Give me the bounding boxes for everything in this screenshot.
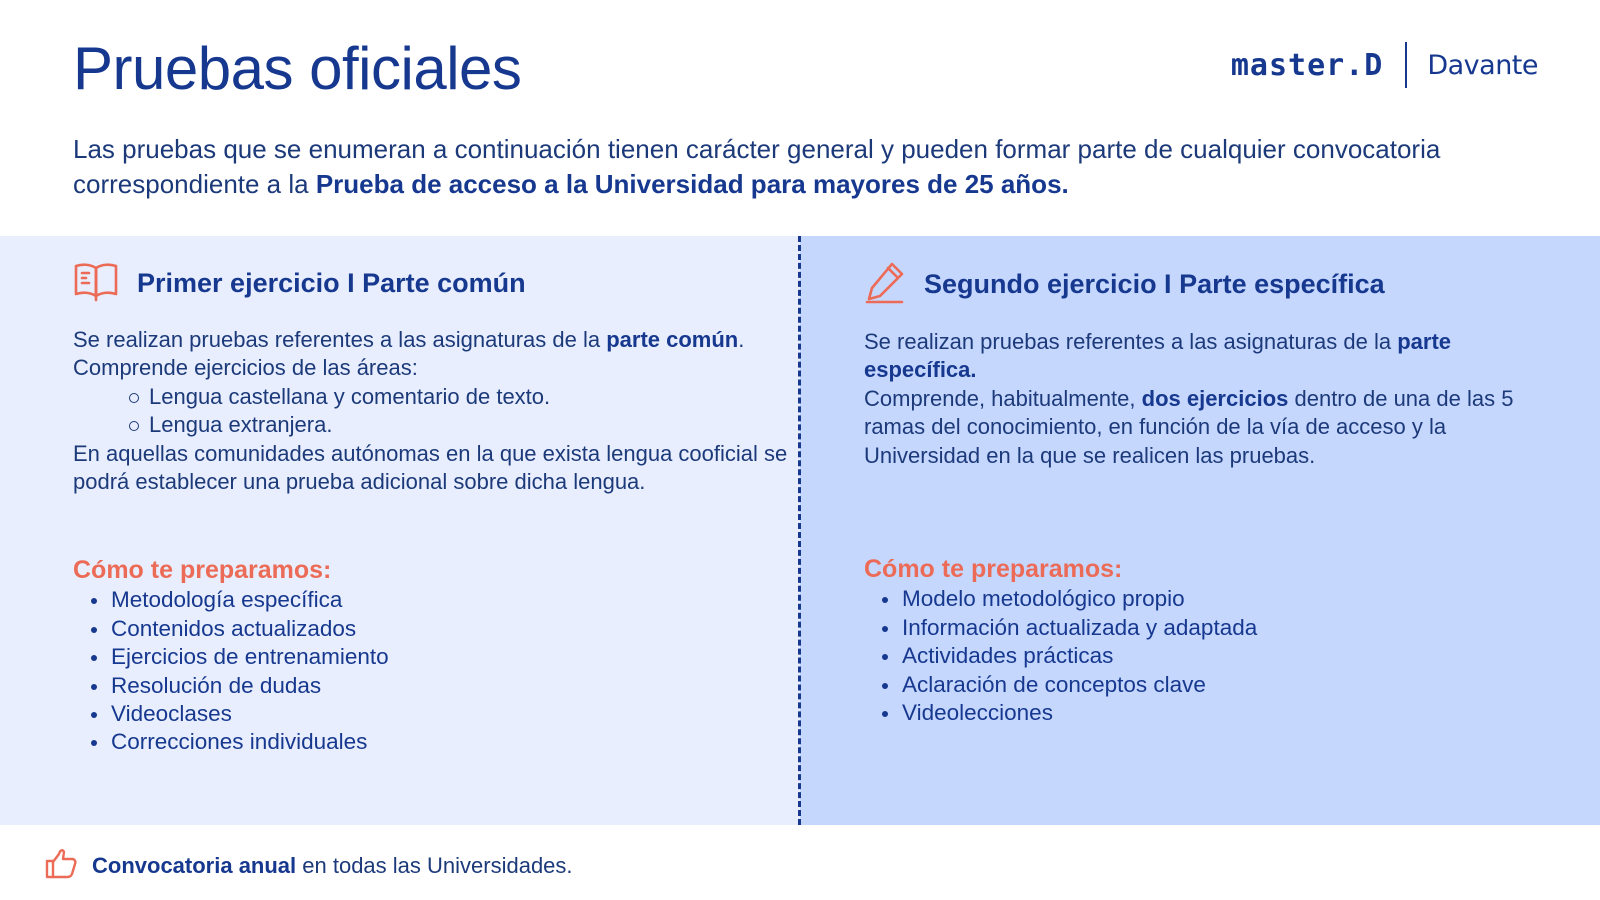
right-p2-bold: dos ejercicios <box>1141 385 1289 411</box>
list-item: Correcciones individuales <box>91 728 389 756</box>
left-heading-text: Primer ejercicio I Parte común <box>137 268 526 298</box>
footer-bold: Convocatoria anual <box>92 853 297 878</box>
list-item: Información actualizada y adaptada <box>882 614 1257 642</box>
left-prep-section <box>73 556 389 757</box>
thumbs-up-icon <box>44 846 78 886</box>
right-prep-section <box>864 555 1257 727</box>
areas-list <box>129 383 788 440</box>
left-p1-text: Se realizan pruebas referentes a las asignaturas de la <box>73 327 607 352</box>
list-item: Modelo metodológico propio <box>882 585 1257 613</box>
left-p1-end: . <box>738 327 745 352</box>
book-icon <box>73 260 119 307</box>
left-p2: Comprende ejercicios de las áreas: <box>73 355 418 381</box>
footer-text <box>92 853 573 879</box>
right-prep-title: Cómo te preparamos: <box>864 555 1123 583</box>
brand-logos <box>1231 42 1538 88</box>
right-p2-end: dentro de una de las 5 ramas del conocimiento, en función de la vía de acceso y la Universidad en la que se realicen las pruebas. <box>864 385 1514 468</box>
davante-logo: Davante <box>1427 49 1538 81</box>
logo-separator <box>1405 42 1407 88</box>
left-body <box>73 326 788 496</box>
left-p1 <box>73 326 788 354</box>
list-item: Contenidos actualizados <box>91 615 389 643</box>
dashed-divider <box>798 236 801 825</box>
right-heading-text: Segundo ejercicio I Parte específica <box>924 269 1385 299</box>
right-p1-text: Se realizan pruebas referentes a las asignaturas de la <box>864 329 1398 354</box>
intro-bold: Prueba de acceso a la Universidad para mayores de 25 años. <box>315 169 1069 199</box>
right-section-heading <box>864 260 1385 309</box>
right-prep-list <box>882 585 1257 727</box>
intro-text: Las pruebas que se enumeran a continuación tienen carácter general y pueden formar parte de cualquier convocatoria correspondiente a la <box>73 134 1441 199</box>
list-item: Videoclases <box>91 700 389 728</box>
footer-rest: en todas las Universidades. <box>296 853 573 878</box>
list-item: Lengua extranjera. <box>129 411 788 439</box>
pencil-icon <box>864 260 906 309</box>
left-p3: En aquellas comunidades autónomas en la que exista lengua cooficial se podrá establecer una prueba adicional sobre dicha lengua. <box>73 440 788 495</box>
right-p2-text: Comprende, habitualmente, <box>864 385 1142 411</box>
left-prep-title: Cómo te preparamos: <box>73 556 332 584</box>
list-item: Ejercicios de entrenamiento <box>91 643 389 671</box>
list-item: Resolución de dudas <box>91 672 389 700</box>
list-item: Actividades prácticas <box>882 642 1257 670</box>
footer-note <box>44 846 573 886</box>
list-item: Metodología específica <box>91 586 389 614</box>
right-p2 <box>864 385 1554 470</box>
left-p1-bold: parte común <box>606 327 739 352</box>
list-item: Lengua castellana y comentario de texto. <box>129 383 788 411</box>
page-title: Pruebas oficiales <box>73 35 522 102</box>
intro-paragraph <box>73 132 1553 202</box>
masterd-logo: master.D <box>1230 47 1384 83</box>
list-item: Videolecciones <box>882 699 1257 727</box>
right-p1 <box>864 328 1554 385</box>
right-p1-bold: parte específica. <box>864 329 1452 383</box>
list-item: Aclaración de conceptos clave <box>882 671 1257 699</box>
left-prep-list <box>91 586 389 756</box>
right-panel <box>800 236 1600 825</box>
right-body <box>864 328 1554 470</box>
left-section-heading <box>73 260 526 307</box>
